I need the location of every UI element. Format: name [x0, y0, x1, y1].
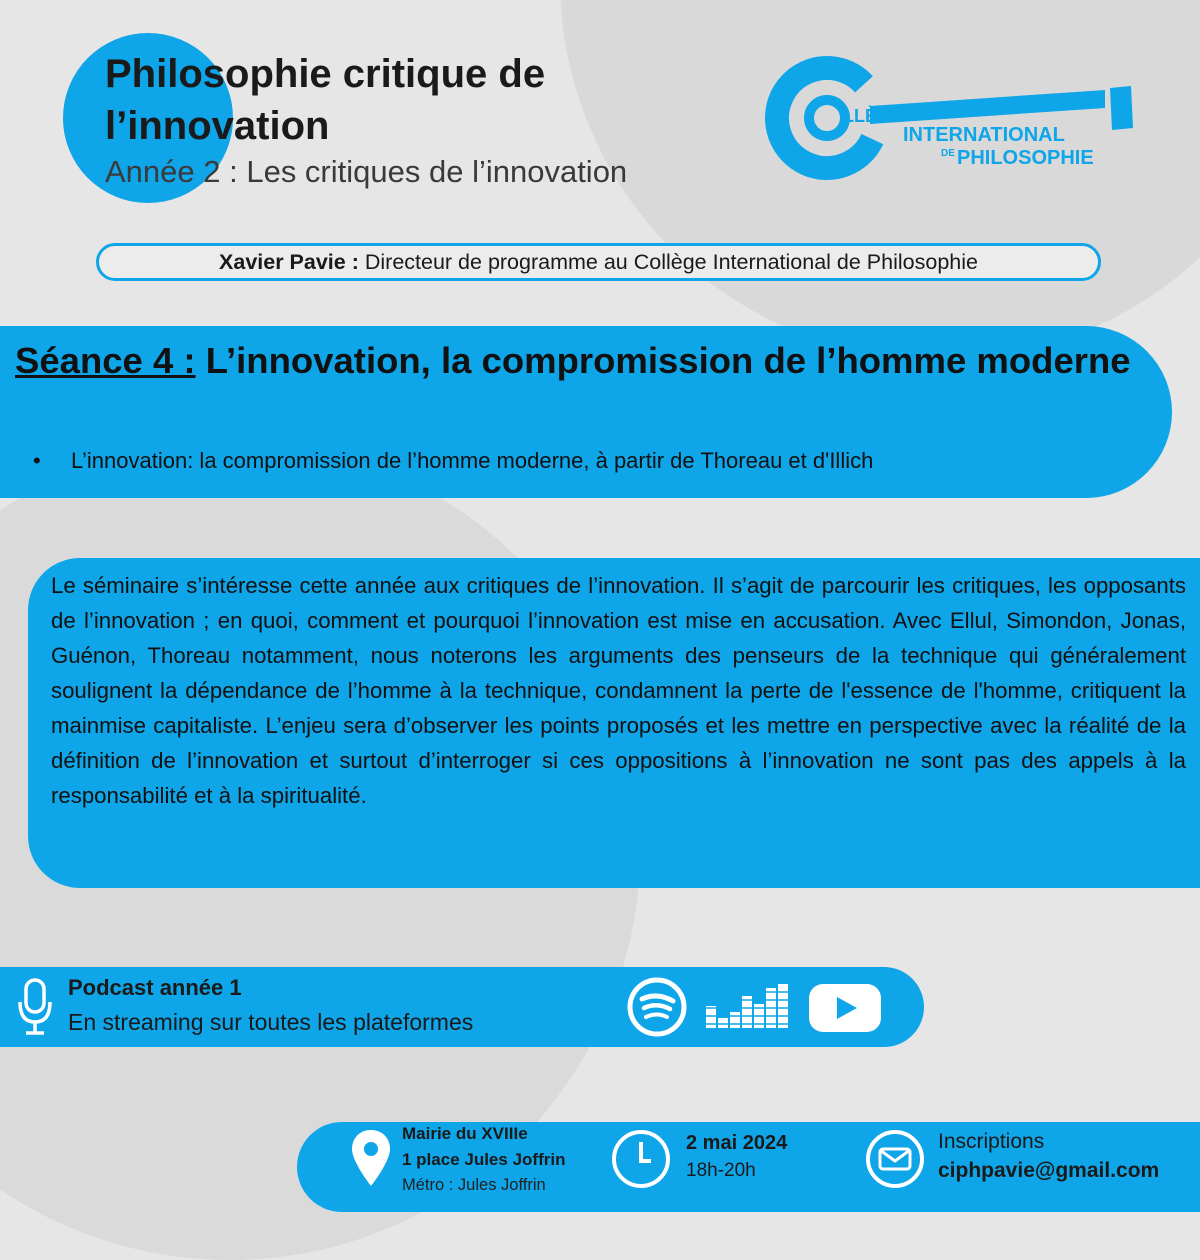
director-badge: [96, 243, 1101, 281]
event-hours: 18h-20h: [686, 1160, 756, 1181]
page-title: [105, 48, 545, 152]
page-subtitle: Année 2 : Les critiques de l’innovation: [105, 154, 628, 189]
title-line-1: Philosophie critique de: [105, 52, 546, 96]
college-logo: [765, 48, 1145, 188]
logo-text-2: INTERNATIONAL: [903, 124, 1065, 146]
location-metro: Métro : Jules Joffrin: [402, 1176, 546, 1194]
description-text: Le séminaire s’intéresse cette année aux critiques de l’innovation. Il s’agit de parcourir les critiques, les opposants de l’innovation ; en quoi, comment et pourquoi l’innovation est mise en accusation. Avec Ellul, Simondon, Jonas, Guénon, Thoreau notamment, nous noterons les arguments des penseurs de la technique qui généralement soulignent la dépendance de l’homme à la technique, condamnent la perte de l'essence de l'homme, critiquent la mainmise capitaliste. L’enjeu sera d’observer les points proposés et les mettre en perspective avec la réalité de la définition de l’innovation et surtout d’interroger si ces oppositions à l’innovation ne sont pas des appels à la responsabilité et à la spiritualité.: [51, 573, 1186, 808]
description-box: [28, 558, 1200, 888]
logo-text-3: PHILOSOPHIE: [957, 147, 1094, 169]
clock-icon: [610, 1128, 672, 1190]
seance-bullet-text: L’innovation: la compromission de l’homme moderne, à partir de Thoreau et d'Illich: [71, 448, 874, 473]
mail-icon: [864, 1128, 926, 1190]
location-address: 1 place Jules Joffrin: [402, 1150, 566, 1169]
seance-bullet: [33, 448, 873, 474]
title-line-2: l’innovation: [105, 104, 330, 148]
podcast-subtitle: En streaming sur toutes les plateformes: [68, 1009, 474, 1035]
seance-heading: [15, 334, 1165, 388]
logo-text-1: LLÈGE: [843, 106, 904, 126]
seance-title: L’innovation, la compromission de l’homme moderne: [205, 340, 1131, 381]
registration-email[interactable]: ciphpavie@gmail.com: [938, 1159, 1160, 1182]
microphone-icon: [16, 978, 54, 1036]
director-role: Directeur de programme au Collège International de Philosophie: [364, 250, 978, 274]
podcast-title: Podcast année 1: [68, 975, 242, 1000]
event-date: 2 mai 2024: [686, 1132, 788, 1154]
audio-bars-icon[interactable]: [706, 982, 790, 1030]
location-name: Mairie du XVIIIe: [402, 1124, 528, 1143]
bullet-dot: •: [33, 448, 41, 473]
registration-label: Inscriptions: [938, 1130, 1045, 1153]
youtube-icon[interactable]: [807, 982, 883, 1034]
seance-label: Séance 4 :: [15, 340, 196, 381]
logo-text-3-prefix: DE: [941, 148, 955, 159]
director-name: Xavier Pavie :: [219, 250, 359, 274]
location-pin-icon: [350, 1128, 392, 1190]
spotify-icon[interactable]: [626, 976, 688, 1038]
